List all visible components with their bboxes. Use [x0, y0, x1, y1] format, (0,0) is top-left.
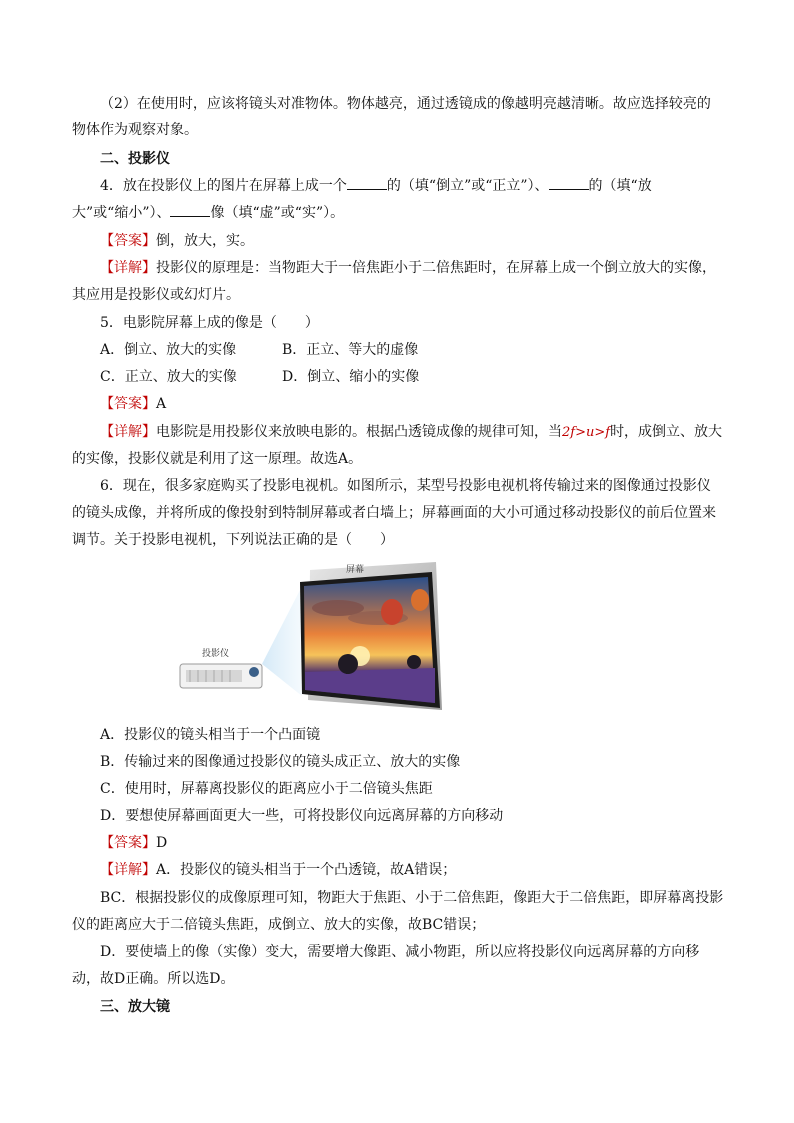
q6-stem-line2: 的镜头成像，并将所成的像投射到特制屏幕或者白墙上；屏幕画面的大小可通过移动投影仪的前后位置来: [72, 505, 716, 521]
q6-option-a: A．投影仪的镜头相当于一个凸面镜: [100, 727, 321, 743]
q4-text-1: 4．放在投影仪上的图片在屏幕上成一个: [100, 178, 347, 194]
projector-tv-illustration: [178, 560, 446, 712]
q5-option-b: B．正立、等大的虚像: [282, 342, 419, 358]
q4-detail-text: 投影仪的原理是：当物距大于一倍焦距小于二倍焦距时，在屏幕上成一个倒立放大的实像，: [156, 260, 716, 276]
q5-detail-line1: [100, 422, 732, 443]
q6-detail-line5: 动，故D正确。所以选D。: [72, 971, 235, 987]
projector-tv-figure: [178, 560, 446, 712]
q5-detail-line2: 的实像，投影仪就是利用了这一原理。故选A。: [72, 451, 363, 467]
q4-text-2: 的（填“倒立”或“正立”）、: [386, 178, 549, 194]
q6-option-d: D．要想使屏幕画面更大一些，可将投影仪向远离屏幕的方向移动: [100, 808, 504, 824]
section-heading-magnifier: 三、放大镜: [100, 999, 170, 1015]
q4-text-4: 大”或“缩小”）、: [72, 205, 171, 221]
projector-label: 投影仪: [202, 649, 230, 659]
detail-tag: 【详解】: [100, 424, 156, 440]
q6-detail-text: A．投影仪的镜头相当于一个凸透镜，故A错误；: [156, 862, 457, 878]
q6-detail-line3: 仪的距离应大于二倍镜头焦距，成倒立、放大的实像，故BC错误；: [72, 917, 486, 933]
q3-part2-line2: 物体作为观察对象。: [72, 122, 198, 138]
q6-stem-line1: 6．现在，很多家庭购买了投影电视机。如图所示，某型号投影电视机将传输过来的图像通过投影仪: [100, 478, 711, 494]
tree: [407, 655, 421, 669]
q6-detail-line4: D．要使墙上的像（实像）变大，需要增大像距、减小物距，所以应将投影仪向远离屏幕的方向移: [100, 944, 700, 960]
q6-detail-line2: BC．根据投影仪的成像原理可知，物距大于焦距、小于二倍焦距，像距大于二倍焦距，即屏幕离投影: [100, 890, 724, 906]
q4-answer: [100, 231, 732, 251]
section-heading-projector: 二、投影仪: [100, 151, 170, 167]
q6-stem-line3: 调节。关于投影电视机，下列说法正确的是（ ）: [72, 532, 394, 548]
light-beam: [262, 590, 302, 696]
q4-stem-line2: [72, 203, 732, 223]
q6-detail-line1: [100, 860, 732, 880]
q6-option-c: C．使用时，屏幕离投影仪的距离应小于二倍镜头焦距: [100, 781, 433, 797]
answer-tag: 【答案】: [100, 835, 156, 851]
detail-tag: 【详解】: [100, 862, 156, 878]
q3-part2-line1: （2）在使用时，应该将镜头对准物体。物体越亮，通过透镜成的像越明亮越清晰。故应选择较亮的: [100, 96, 711, 112]
screen-label: 屏幕: [346, 565, 365, 575]
q5-option-d: D．倒立、缩小的实像: [282, 369, 420, 385]
q5-stem: 5．电影院屏幕上成的像是（ ）: [100, 315, 319, 331]
q4-blank-2: [549, 177, 589, 190]
q6-answer: [100, 833, 732, 853]
q5-option-c: C．正立、放大的实像: [100, 369, 237, 385]
q4-detail-line1: [100, 258, 732, 278]
projector-lens: [249, 667, 259, 677]
q5-answer-text: A: [156, 396, 167, 412]
q4-blank-1: [347, 177, 387, 190]
tree-trunk: [346, 664, 349, 674]
hot-air-balloon: [411, 589, 429, 611]
q4-detail-line2: 其应用是投影仪或幻灯片。: [72, 287, 240, 303]
q5-option-a: A．倒立、放大的实像: [100, 342, 237, 358]
q5-detail-text-1: 电影院是用投影仪来放映电影的。根据凸透镜成像的规律可知，当: [156, 424, 562, 440]
q5-formula: 2f>u>f: [562, 425, 611, 440]
q5-detail-text-2: 时，成倒立、放大: [610, 424, 723, 440]
detail-tag: 【详解】: [100, 260, 156, 276]
q4-text-5: 像（填“虚”或“实”）。: [210, 205, 345, 221]
q4-text-3: 的（填“放: [588, 178, 652, 194]
q4-answer-text: 倒，放大，实。: [156, 233, 254, 249]
q6-answer-text: D: [156, 835, 168, 851]
q5-answer: [100, 394, 732, 414]
q6-option-b: B．传输过来的图像通过投影仪的镜头成正立、放大的实像: [100, 754, 461, 770]
q4-blank-3: [170, 204, 210, 217]
answer-tag: 【答案】: [100, 396, 156, 412]
hot-air-balloon: [381, 599, 403, 625]
answer-tag: 【答案】: [100, 233, 156, 249]
q4-stem-line1: [100, 176, 732, 196]
